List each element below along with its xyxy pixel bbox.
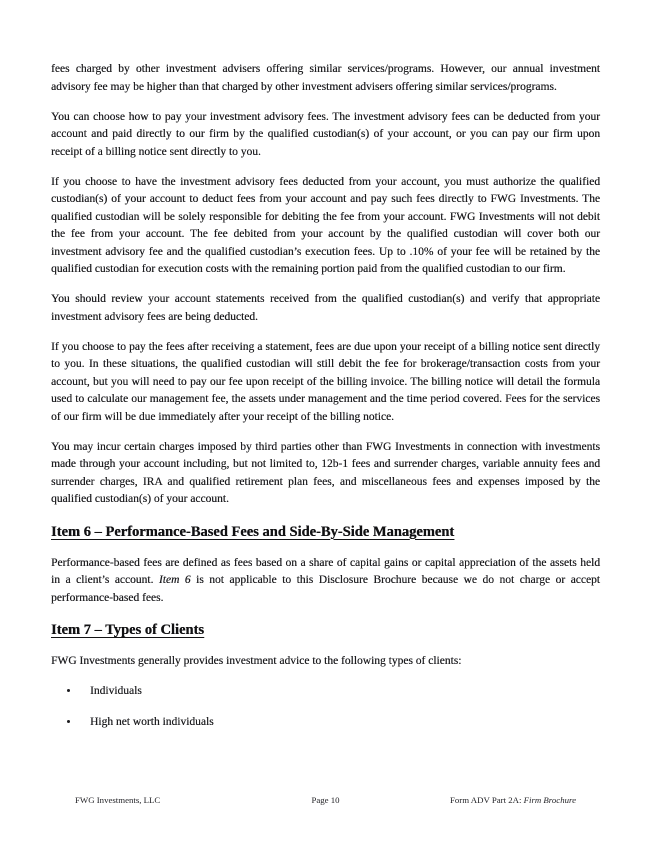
item-7-intro: FWG Investments generally provides investment advice to the following types of clients: [51, 655, 462, 667]
footer-document-type-title: Firm Brochure [523, 795, 576, 805]
client-type-list [51, 683, 600, 731]
footer-page-number: Page 10 [311, 795, 340, 805]
client-type-item-high-net-worth: • High net worth individuals [80, 714, 600, 732]
page-footer [75, 794, 576, 806]
paragraph-fee-payment-options: You can choose how to pay your investment advisory fees. The investment advisory fees can be deducted from your account and paid directly to our firm by the qualified custodian(s) of your account, or you can pay our firm upon receipt of a billing notice sent directly to you. [51, 110, 600, 158]
footer-document-type [450, 794, 576, 806]
paragraph-billing-notice: If you choose to pay the fees after receiving a statement, fees are due upon your receipt of a billing notice sent directly to you. In these situations, the qualified custodian will still debit the fee for brokerage/transaction costs from your account, but you will need to pay our fee upon receipt of the billing invoice. The billing notice will detail the formula used to calculate our management fee, the assets under management and the time period covered. Fees for the services of our firm will be due immediately after your receipt of the billing notice. [51, 340, 600, 423]
item-6-paragraph-text-before: Performance-based fees are defined as fees based on a share of capital gains or capital appreciation of the assets held in a client’s account. [51, 556, 600, 586]
paragraph-fee-deduction-authorization: If you choose to have the investment advisory fees deducted from your account, you must authorize the qualified custodian(s) of your account to deduct fees from your account and pay such fees directly to FWG Investments. The qualified custodian will be solely responsible for debiting the fee from your account. FWG Investments will not debit the fee from your account. The fee debited from your account by the qualified custodian will cover both our investment advisory fee and the qualified custodian’s execution fees. Up to .10% of your fee will be retained by the qualified custodian for execution costs with the remaining portion paid from the qualified custodian to our firm. [51, 175, 600, 275]
item-6-heading: Item 6 – Performance-Based Fees and Side-By-Side Management [51, 523, 455, 540]
client-type-item-individuals: • Individuals [80, 683, 600, 701]
item-6-paragraph [51, 555, 600, 608]
paragraph-statement-review: You should review your account statements received from the qualified custodian(s) and verify that appropriate investment advisory fees are being deducted. [51, 293, 600, 323]
item-6-paragraph-text-after: is not applicable to this Disclosure Brochure because we do not charge or accept performance-based fees. [51, 574, 600, 604]
paragraph-third-party-charges: You may incur certain charges imposed by third parties other than FWG Investments in connection with investments made through your account including, but not limited to, 12b-1 fees and surrender charges, variable annuity fees and surrender charges, IRA and qualified retirement plan fees, and miscellaneous fees and expenses imposed by the qualified custodian(s) of your account. [51, 440, 600, 505]
item-6-reference-italic: Item 6 [158, 574, 191, 586]
item-7-heading: Item 7 – Types of Clients [51, 622, 204, 638]
paragraph-fees-comparison: fees charged by other investment advisers offering similar services/programs. However, our annual investment advisory fee may be higher than that charged by other investment advisers offering similar services/programs. [51, 63, 600, 93]
footer-firm-name: FWG Investments, LLC [75, 795, 161, 805]
footer-document-type-prefix: Form ADV Part 2A: [449, 795, 524, 805]
